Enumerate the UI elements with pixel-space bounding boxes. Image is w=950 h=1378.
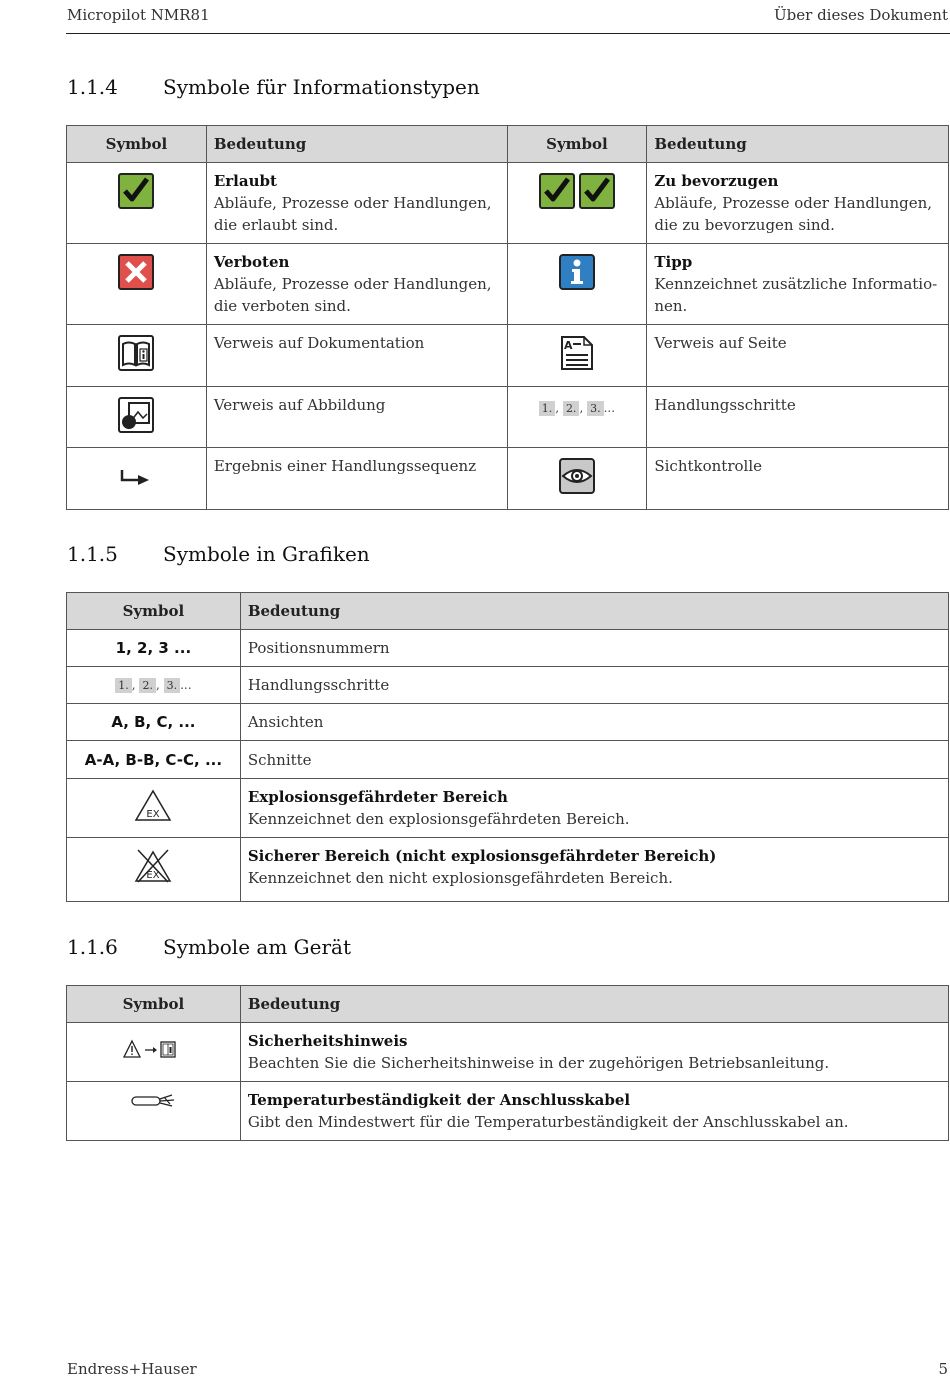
meaning-cell bbox=[647, 244, 949, 325]
meaning-cell bbox=[206, 163, 507, 244]
meaning-cell bbox=[647, 163, 949, 244]
header-section-name: Über dieses Dokument bbox=[774, 6, 948, 24]
header-rule bbox=[66, 33, 950, 34]
preferred-text: Abläufe, Prozesse oder Handlungen, die zu bevorzugen sind. bbox=[654, 194, 933, 234]
step-separator: , bbox=[579, 401, 584, 415]
doc-ref-label: Verweis auf Dokumentation bbox=[206, 325, 507, 387]
table-row bbox=[67, 704, 949, 741]
step-badge: 1. bbox=[539, 401, 556, 416]
explosion-hazard-icon bbox=[134, 789, 172, 823]
symbol-cell bbox=[67, 1082, 241, 1141]
meaning-cell bbox=[240, 779, 948, 838]
documentation-book-icon bbox=[118, 335, 154, 371]
symbol-cell bbox=[67, 244, 207, 325]
table-header-row bbox=[67, 126, 949, 163]
info-icon bbox=[559, 254, 595, 290]
section-number: 1.1.6 bbox=[67, 935, 118, 959]
temp-text: Gibt den Mindestwert für die Temperaturbeständigkeit der Anschlusskabel an. bbox=[247, 1113, 849, 1131]
table-row bbox=[67, 630, 949, 667]
symbol-cell bbox=[67, 838, 241, 902]
section-heading: Symbole am Gerät bbox=[163, 935, 351, 959]
col-header-symbol: Symbol bbox=[67, 593, 241, 630]
section-title-1-1-6 bbox=[67, 935, 351, 959]
svg-text:A: A bbox=[563, 339, 573, 352]
symbol-cell bbox=[67, 741, 241, 779]
section-number: 1.1.4 bbox=[67, 75, 118, 99]
symbol-cell bbox=[507, 244, 647, 325]
symbol-cell bbox=[507, 448, 647, 510]
col-header-meaning: Bedeutung bbox=[240, 986, 948, 1023]
ex-label: EX bbox=[146, 809, 160, 820]
table-row bbox=[67, 1082, 949, 1141]
ex-area-text: Kennzeichnet den explosionsgefährdeten Bereich. bbox=[247, 810, 630, 828]
page-reference-icon bbox=[559, 335, 595, 371]
views-symbol: A, B, C, ... bbox=[111, 713, 196, 731]
sections-symbol: A-A, B-B, C-C, ... bbox=[84, 750, 223, 769]
table-row bbox=[67, 741, 949, 779]
meaning-cell bbox=[206, 244, 507, 325]
col-header-meaning: Bedeutung bbox=[240, 593, 948, 630]
meaning-cell: Positionsnummern bbox=[240, 630, 948, 667]
table-row bbox=[67, 387, 949, 448]
col-header-symbol: Symbol bbox=[67, 126, 207, 163]
tip-title: Tipp bbox=[654, 253, 693, 271]
cable-temperature-icon bbox=[130, 1092, 176, 1110]
meaning-cell: Handlungsschritte bbox=[240, 667, 948, 704]
step-numbers bbox=[508, 397, 647, 419]
section-title-1-1-5 bbox=[67, 542, 370, 566]
forbidden-text: Abläufe, Prozesse oder Handlungen, die verboten sind. bbox=[213, 275, 492, 315]
safe-area-icon bbox=[134, 848, 172, 884]
meaning-cell: Ansichten bbox=[240, 704, 948, 741]
allowed-text: Abläufe, Prozesse oder Handlungen, die erlaubt sind. bbox=[213, 194, 492, 234]
symbol-cell bbox=[507, 325, 647, 387]
footer-company: Endress+Hauser bbox=[67, 1360, 197, 1378]
step-ellipsis: ... bbox=[603, 401, 616, 415]
table-row bbox=[67, 325, 949, 387]
ex-label: EX bbox=[146, 870, 160, 881]
symbol-cell bbox=[67, 1023, 241, 1082]
col-header-meaning: Bedeutung bbox=[647, 126, 949, 163]
table-row bbox=[67, 779, 949, 838]
section-number: 1.1.5 bbox=[67, 542, 118, 566]
position-numbers-symbol: 1, 2, 3 ... bbox=[115, 639, 192, 657]
col-header-symbol: Symbol bbox=[507, 126, 647, 163]
safe-area-text: Kennzeichnet den nicht explosionsgefährdeten Bereich. bbox=[247, 869, 673, 887]
step-separator: , bbox=[555, 401, 560, 415]
safety-title: Sicherheitshinweis bbox=[247, 1032, 408, 1050]
graphics-symbols-table bbox=[66, 592, 949, 902]
symbol-cell bbox=[67, 387, 207, 448]
step-badge: 2. bbox=[139, 678, 156, 693]
preferred-title: Zu bevorzugen bbox=[654, 172, 779, 190]
step-numbers bbox=[67, 674, 240, 696]
meaning-cell bbox=[240, 1082, 948, 1141]
symbol-cell bbox=[67, 779, 241, 838]
symbol-cell bbox=[507, 163, 647, 244]
fig-ref-label: Verweis auf Abbildung bbox=[206, 387, 507, 448]
table-row bbox=[67, 244, 949, 325]
meaning-cell bbox=[240, 838, 948, 902]
info-types-table bbox=[66, 125, 949, 510]
table-row bbox=[67, 163, 949, 244]
table-row bbox=[67, 838, 949, 902]
visual-check-label: Sichtkontrolle bbox=[647, 448, 949, 510]
symbol-cell bbox=[67, 325, 207, 387]
col-header-symbol: Symbol bbox=[67, 986, 241, 1023]
safety-text: Beachten Sie die Sicherheitshinweise in der zugehörigen Betriebsanleitung. bbox=[247, 1054, 830, 1072]
symbol-cell bbox=[67, 704, 241, 741]
table-header-row bbox=[67, 986, 949, 1023]
safe-area-title: Sicherer Bereich (nicht explosionsgefährdeter Bereich) bbox=[247, 847, 717, 865]
page-number: 5 bbox=[938, 1360, 948, 1378]
table-row bbox=[67, 448, 949, 510]
table-row bbox=[67, 667, 949, 704]
step-badge: 3. bbox=[164, 678, 181, 693]
symbol-cell bbox=[67, 163, 207, 244]
table-row bbox=[67, 1023, 949, 1082]
forbidden-title: Verboten bbox=[213, 253, 290, 271]
symbol-cell bbox=[67, 630, 241, 667]
device-symbols-table bbox=[66, 985, 949, 1141]
section-heading: Symbole für Informationstypen bbox=[163, 75, 480, 99]
allowed-title: Erlaubt bbox=[213, 172, 277, 190]
step-separator: , bbox=[155, 678, 160, 692]
temp-title: Temperaturbeständigkeit der Anschlusskabel bbox=[247, 1091, 631, 1109]
symbol-cell bbox=[67, 448, 207, 510]
col-header-meaning: Bedeutung bbox=[206, 126, 507, 163]
symbol-cell bbox=[507, 387, 647, 448]
step-badge: 2. bbox=[563, 401, 580, 416]
section-title-1-1-4 bbox=[67, 75, 480, 99]
tip-text: Kennzeichnet zusätzliche Informatio-nen. bbox=[654, 275, 938, 315]
page-ref-label: Verweis auf Seite bbox=[647, 325, 949, 387]
figure-reference-icon bbox=[118, 397, 154, 433]
section-heading: Symbole in Grafiken bbox=[163, 542, 370, 566]
eye-icon bbox=[559, 458, 595, 494]
steps-label: Handlungsschritte bbox=[647, 387, 949, 448]
meaning-cell bbox=[240, 1023, 948, 1082]
step-ellipsis: ... bbox=[180, 678, 192, 692]
table-header-row bbox=[67, 593, 949, 630]
symbol-cell bbox=[67, 667, 241, 704]
ex-area-title: Explosionsgefährdeter Bereich bbox=[247, 788, 508, 806]
safety-warning-icon bbox=[123, 1039, 183, 1061]
double-checkmark-icon bbox=[539, 173, 615, 209]
step-badge: 1. bbox=[115, 678, 132, 693]
result-label: Ergebnis einer Handlungssequenz bbox=[206, 448, 507, 510]
checkmark-icon bbox=[118, 173, 154, 209]
forbidden-cross-icon bbox=[118, 254, 154, 290]
step-separator: , bbox=[131, 678, 136, 692]
header-product-name: Micropilot NMR81 bbox=[67, 6, 210, 24]
step-badge: 3. bbox=[587, 401, 604, 416]
result-arrow-icon bbox=[118, 458, 154, 494]
meaning-cell: Schnitte bbox=[240, 741, 948, 779]
